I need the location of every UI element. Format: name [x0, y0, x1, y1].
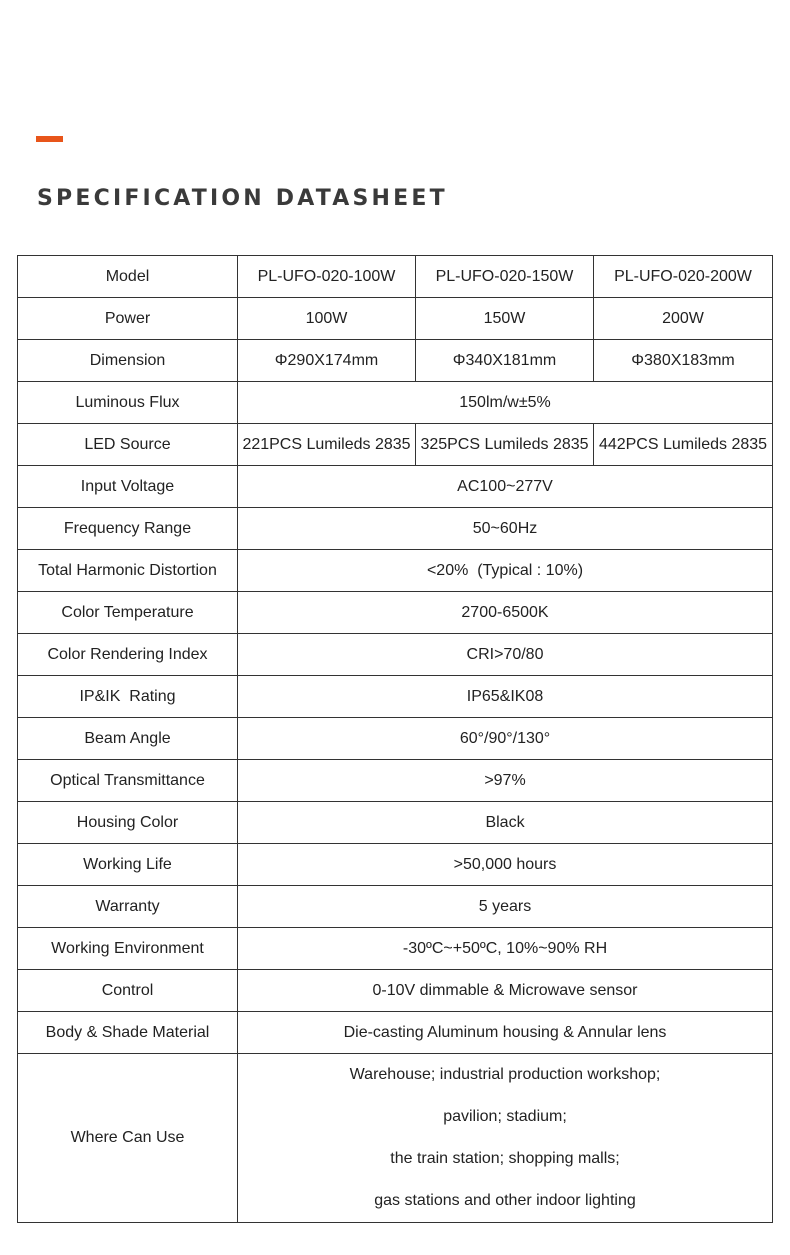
power-cell: 100W	[238, 298, 416, 340]
ip-ik-value: IP65&IK08	[238, 676, 773, 718]
usage-line: the train station; shopping malls;	[390, 1150, 620, 1167]
led-source-cell: 221PCS Lumileds 2835	[238, 424, 416, 466]
power-cell: 200W	[594, 298, 773, 340]
usage-line: gas stations and other indoor lighting	[374, 1192, 636, 1209]
thd-value: <20% (Typical : 10%)	[238, 550, 773, 592]
row-label: Dimension	[18, 340, 238, 382]
table-row-frequency-range	[18, 508, 773, 550]
table-row-luminous-flux	[18, 382, 773, 424]
table-row-input-voltage	[18, 466, 773, 508]
table-row-thd	[18, 550, 773, 592]
page-title: SPECIFICATION DATASHEET	[37, 186, 448, 211]
table-row-ip-ik-rating	[18, 676, 773, 718]
row-label: Warranty	[18, 886, 238, 928]
table-row-beam-angle	[18, 718, 773, 760]
table-row-model	[18, 256, 773, 298]
color-temperature-value: 2700-6500K	[238, 592, 773, 634]
table-row-material	[18, 1012, 773, 1054]
table-row-power	[18, 298, 773, 340]
table-row-led-source	[18, 424, 773, 466]
table-row-warranty	[18, 886, 773, 928]
row-label: Beam Angle	[18, 718, 238, 760]
row-label: Power	[18, 298, 238, 340]
optical-transmittance-value: >97%	[238, 760, 773, 802]
beam-angle-value: 60°/90°/130°	[238, 718, 773, 760]
row-label: Luminous Flux	[18, 382, 238, 424]
table-row-color-temperature	[18, 592, 773, 634]
row-label: Input Voltage	[18, 466, 238, 508]
table-row-working-environment	[18, 928, 773, 970]
control-value: 0-10V dimmable & Microwave sensor	[238, 970, 773, 1012]
row-label: Total Harmonic Distortion	[18, 550, 238, 592]
dimension-cell: Φ290X174mm	[238, 340, 416, 382]
luminous-flux-value: 150lm/w±5%	[238, 382, 773, 424]
warranty-value: 5 years	[238, 886, 773, 928]
table-row-working-life	[18, 844, 773, 886]
where-can-use-value	[238, 1054, 773, 1223]
table-row-dimension	[18, 340, 773, 382]
row-label: IP&IK Rating	[18, 676, 238, 718]
input-voltage-value: AC100~277V	[238, 466, 773, 508]
row-label: Body & Shade Material	[18, 1012, 238, 1054]
row-label: Frequency Range	[18, 508, 238, 550]
row-label: Model	[18, 256, 238, 298]
model-cell: PL-UFO-020-100W	[238, 256, 416, 298]
led-source-cell: 442PCS Lumileds 2835	[594, 424, 773, 466]
table-row-optical-transmittance	[18, 760, 773, 802]
table-row-where-can-use	[18, 1054, 773, 1223]
dimension-cell: Φ340X181mm	[416, 340, 594, 382]
working-environment-value: -30ºC~+50ºC, 10%~90% RH	[238, 928, 773, 970]
row-label: Color Temperature	[18, 592, 238, 634]
power-cell: 150W	[416, 298, 594, 340]
row-label: Optical Transmittance	[18, 760, 238, 802]
housing-color-value: Black	[238, 802, 773, 844]
table-row-housing-color	[18, 802, 773, 844]
title-accent-bar	[36, 136, 63, 142]
row-label: Control	[18, 970, 238, 1012]
row-label: Working Life	[18, 844, 238, 886]
usage-line: pavilion; stadium;	[443, 1108, 567, 1125]
row-label: Housing Color	[18, 802, 238, 844]
usage-line: Warehouse; industrial production workshop;	[349, 1066, 661, 1083]
working-life-value: >50,000 hours	[238, 844, 773, 886]
led-source-cell: 325PCS Lumileds 2835	[416, 424, 594, 466]
row-label: Where Can Use	[18, 1054, 238, 1223]
model-cell: PL-UFO-020-150W	[416, 256, 594, 298]
model-cell: PL-UFO-020-200W	[594, 256, 773, 298]
material-value: Die-casting Aluminum housing & Annular lens	[238, 1012, 773, 1054]
row-label: Color Rendering Index	[18, 634, 238, 676]
cri-value: CRI>70/80	[238, 634, 773, 676]
row-label: LED Source	[18, 424, 238, 466]
frequency-range-value: 50~60Hz	[238, 508, 773, 550]
row-label: Working Environment	[18, 928, 238, 970]
specification-table	[17, 255, 773, 1223]
table-row-control	[18, 970, 773, 1012]
table-row-cri	[18, 634, 773, 676]
dimension-cell: Φ380X183mm	[594, 340, 773, 382]
